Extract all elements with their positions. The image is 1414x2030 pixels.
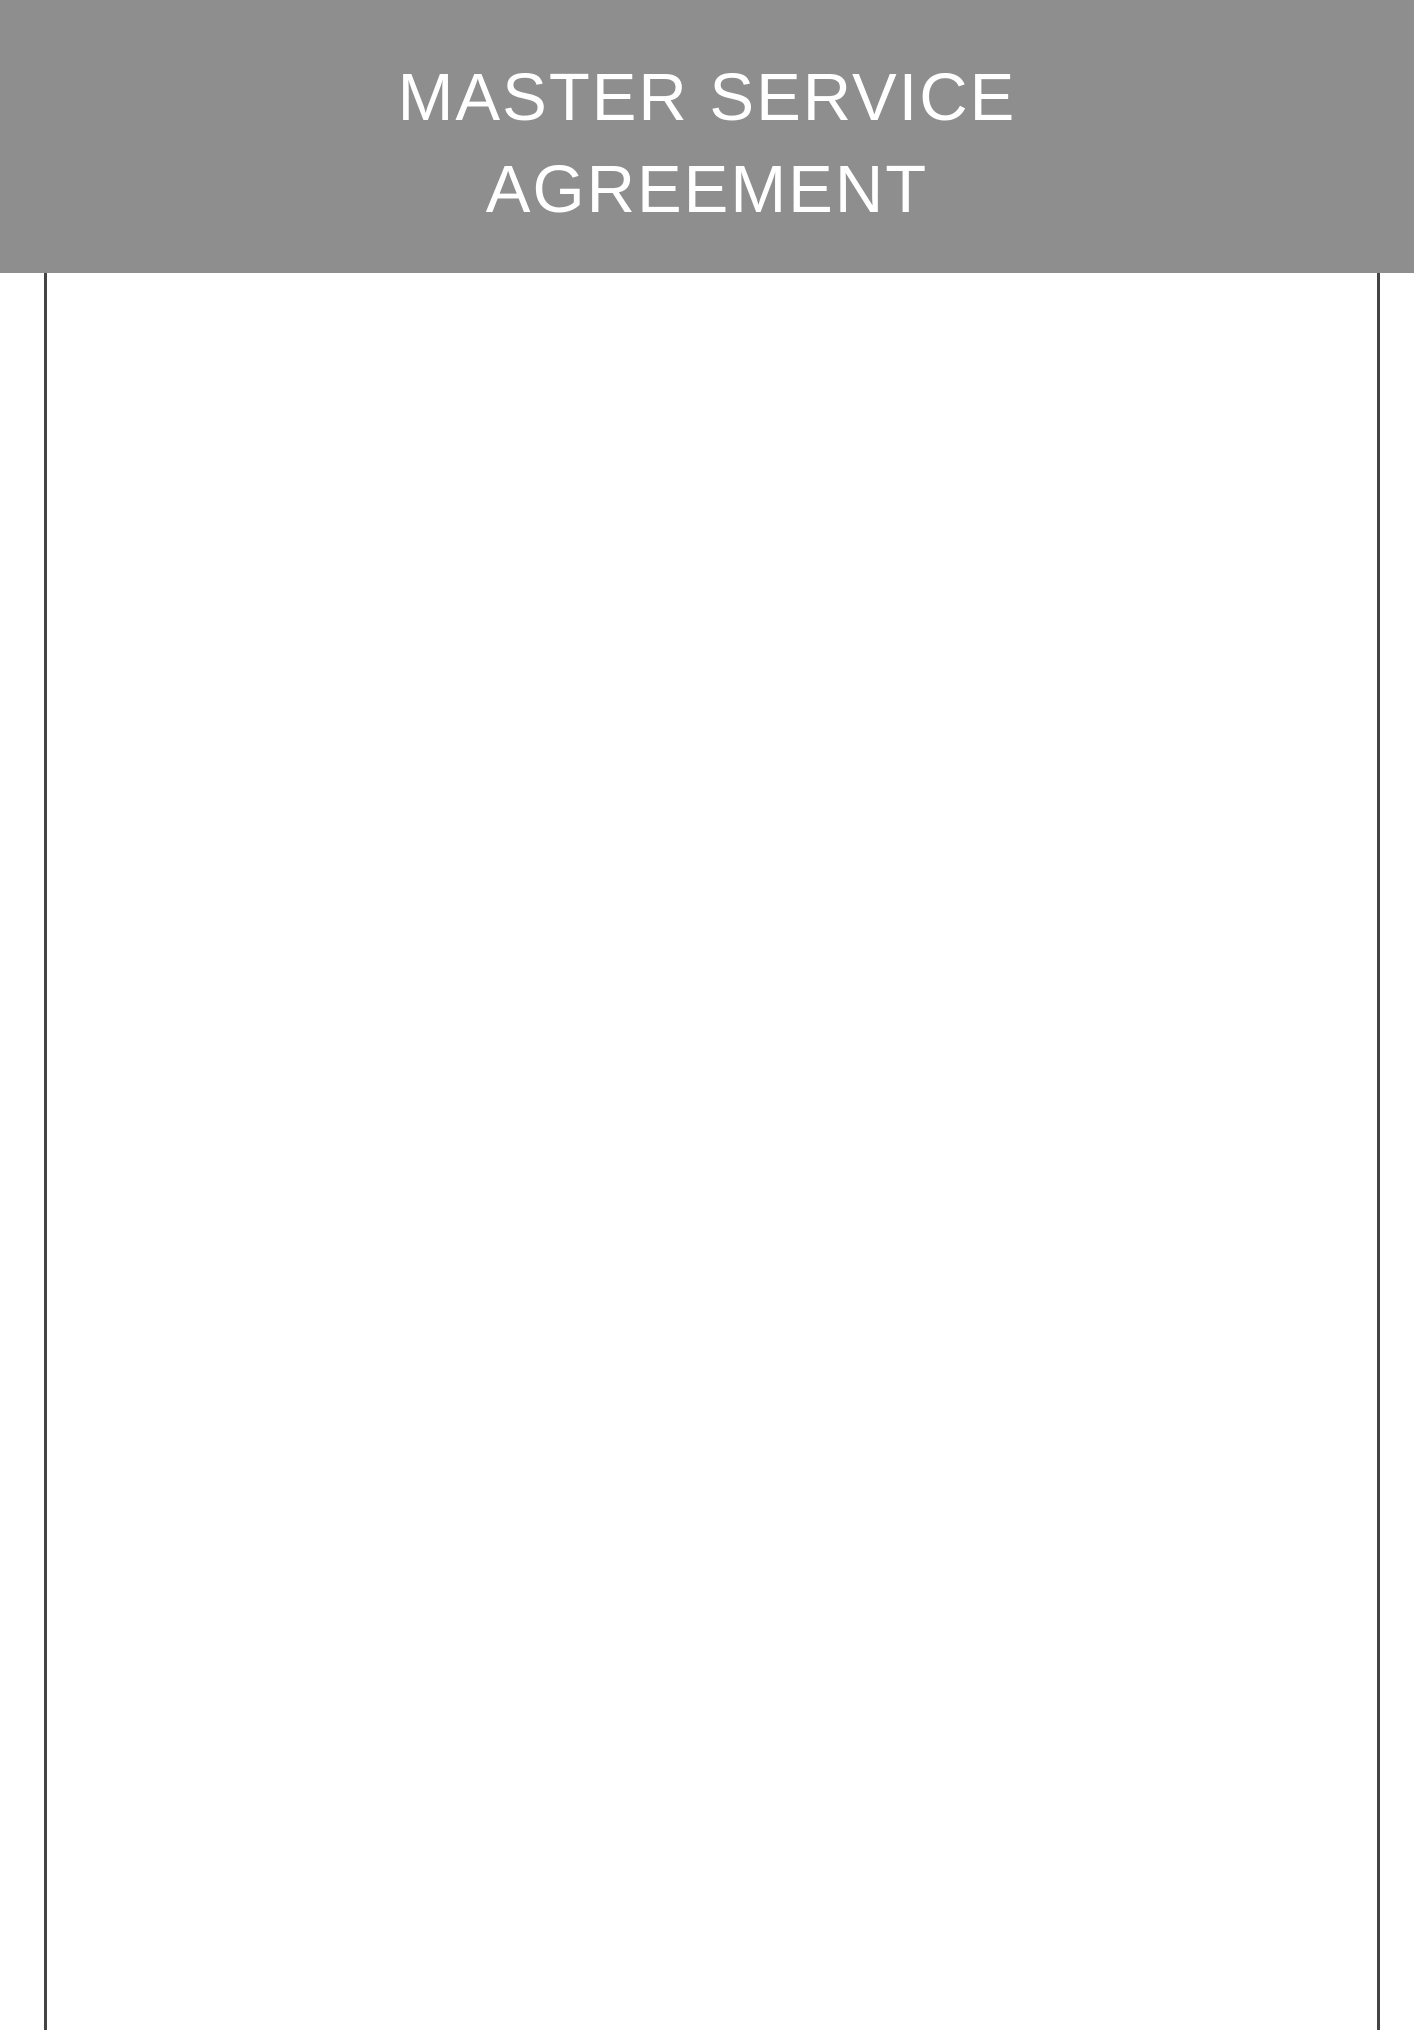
document-title (0, 52, 1414, 236)
title-line-2: AGREEMENT (485, 152, 929, 227)
title-banner (0, 0, 1414, 273)
title-line-1: MASTER SERVICE (397, 60, 1017, 135)
document-page (44, 270, 1380, 2030)
